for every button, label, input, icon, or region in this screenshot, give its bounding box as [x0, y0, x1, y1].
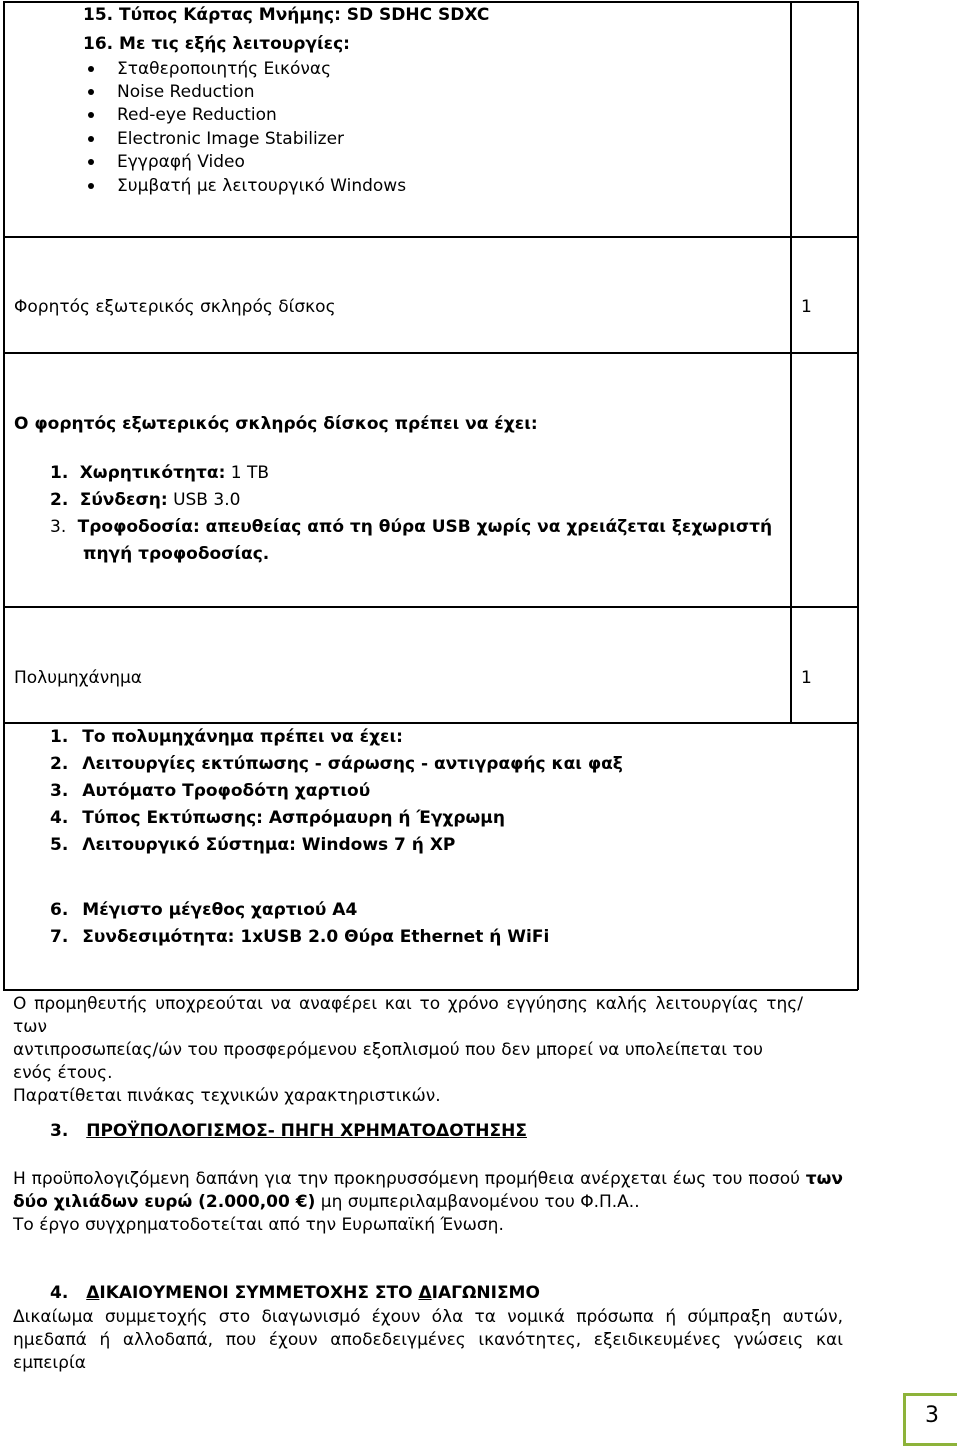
- section-number: 4.: [50, 1283, 69, 1303]
- page-number: 3: [925, 1403, 939, 1428]
- spec-list-item: [50, 516, 772, 539]
- paragraph-line: ημεδαπά ή αλλοδαπά, που έχουν αποδεδειγμένες ικανότητες, εξειδικευμένες γνώσεις και εμπειρία: [13, 1330, 843, 1373]
- table-column-divider: [790, 1, 792, 723]
- section-title: ΔΙΚΑΙΟΥΜΕΝΟΙ ΣΥΜΜΕΤΟΧΗΣ ΣΤΟ ΔΙΑΓΩΝΙΣΜΟ: [86, 1283, 540, 1303]
- paragraph-line: Η προϋπολογιζόμενη δαπάνη για την προκηρυσσόμενη προμήθεια ανέρχεται έως του ποσού των: [13, 1169, 843, 1189]
- table-row-divider: [3, 606, 858, 608]
- paragraph-line: Παρατίθεται πινάκας τεχνικών χαρακτηριστικών.: [13, 1086, 441, 1106]
- page-number-frame-top: [903, 1393, 957, 1396]
- spec-list-item-continuation: πηγή τροφοδοσίας.: [83, 544, 270, 564]
- bullet-dot: [88, 66, 94, 72]
- section-4-heading: [50, 1282, 540, 1305]
- table-border-top: [3, 1, 858, 3]
- list-item: Electronic Image Stabilizer: [117, 129, 345, 149]
- section-number: 3.: [50, 1121, 69, 1141]
- spec-label: Χωρητικότητα:: [79, 463, 226, 483]
- list-number: 2.: [50, 490, 69, 510]
- section-title: ΠΡΟΫΠΟΛΟΓΙΣΜΟΣ- ΠΗΓΗ ΧΡΗΜΑΤΟΔΟΤΗΣΗΣ: [86, 1121, 527, 1141]
- list-item: 7. Συνδεσιμότητα: 1xUSB 2.0 Θύρα Ethernet ή WiFi: [50, 927, 550, 947]
- table-border-right: [857, 1, 859, 990]
- list-item: Red-eye Reduction: [117, 105, 277, 125]
- item-quantity: 1: [801, 668, 812, 688]
- spec-item-16: 16. Με τις εξής λειτουργίες:: [83, 34, 350, 54]
- list-item: 3. Αυτόματο Τροφοδότη χαρτιού: [50, 781, 371, 801]
- item-quantity: 1: [801, 297, 812, 317]
- spec-value: USB 3.0: [167, 490, 241, 510]
- paragraph-line: αντιπροσωπείας/ών του προσφερόμενου εξοπλισμού που δεν μπορεί να υπολείπεται του: [13, 1040, 763, 1060]
- paragraph-line: Το έργο συγχρηματοδοτείται από την Ευρωπαϊκή Ένωση.: [13, 1215, 504, 1235]
- list-item: Εγγραφή Video: [117, 152, 245, 172]
- bullet-dot: [88, 89, 94, 95]
- table-row-divider: [3, 722, 858, 724]
- spec-list-item: [50, 462, 269, 485]
- spec-value: 1 TB: [225, 463, 270, 483]
- item-name-multifunction-printer: Πολυμηχάνημα: [14, 668, 142, 688]
- spec-item-15: 15. Τύπος Κάρτας Μνήμης: SD SDHC SDXC: [83, 5, 490, 25]
- hard-drive-spec-heading: Ο φορητός εξωτερικός σκληρός δίσκος πρέπει να έχει:: [14, 414, 538, 434]
- list-item: Σταθεροποιητής Εικόνας: [117, 59, 332, 79]
- paragraph-line: ενός έτους.: [13, 1063, 113, 1083]
- paragraph-line: Ο προμηθευτής υποχρεούται να αναφέρει και το χρόνο εγγύησης καλής λειτουργίας της/των: [13, 994, 803, 1037]
- table-row-divider: [3, 352, 858, 354]
- table-border-bottom: [3, 989, 858, 991]
- list-item: 2. Λειτουργίες εκτύπωσης - σάρωσης - αντιγραφής και φαξ: [50, 754, 623, 774]
- section-3-heading: [50, 1120, 527, 1143]
- list-item: Συμβατή με λειτουργικό Windows: [117, 176, 407, 196]
- warranty-paragraph: [13, 993, 803, 1108]
- list-number: 3.: [50, 517, 67, 537]
- budget-paragraph: [13, 1168, 843, 1237]
- page-number-frame-bottom: [903, 1443, 957, 1446]
- paragraph-line: Δικαίωμα συμμετοχής στο διαγωνισμό έχουν όλα τα νομικά πρόσωπα ή σύμπραξη αυτών,: [13, 1307, 843, 1327]
- bullet-dot: [88, 112, 94, 118]
- list-item: Noise Reduction: [117, 82, 255, 102]
- spec-label: Τροφοδοσία: απευθείας από τη θύρα USB χωρίς να χρειάζεται ξεχωριστή: [77, 517, 773, 537]
- bullet-dot: [88, 159, 94, 165]
- table-border-left: [3, 1, 5, 990]
- eligibility-paragraph: [13, 1306, 843, 1375]
- spec-list-item: [50, 489, 240, 512]
- list-item: 6. Μέγιστο μέγεθος χαρτιού Α4: [50, 900, 358, 920]
- page-number-frame-left: [903, 1393, 906, 1446]
- bullet-dot: [88, 136, 94, 142]
- bullet-dot: [88, 183, 94, 189]
- spec-label: Σύνδεση:: [79, 490, 168, 510]
- list-item: 1. Το πολυμηχάνημα πρέπει να έχει:: [50, 727, 403, 747]
- paragraph-line: δύο χιλιάδων ευρώ (2.000,00 €) μη συμπεριλαμβανομένου του Φ.Π.Α..: [13, 1192, 640, 1212]
- table-row-divider: [3, 236, 858, 238]
- list-number: 1.: [50, 463, 69, 483]
- list-item: 4. Τύπος Εκτύπωσης: Ασπρόμαυρη ή Έγχρωμη: [50, 808, 505, 828]
- list-item: 5. Λειτουργικό Σύστημα: Windows 7 ή XP: [50, 835, 456, 855]
- item-name-hard-drive: Φορητός εξωτερικός σκληρός δίσκος: [14, 297, 336, 317]
